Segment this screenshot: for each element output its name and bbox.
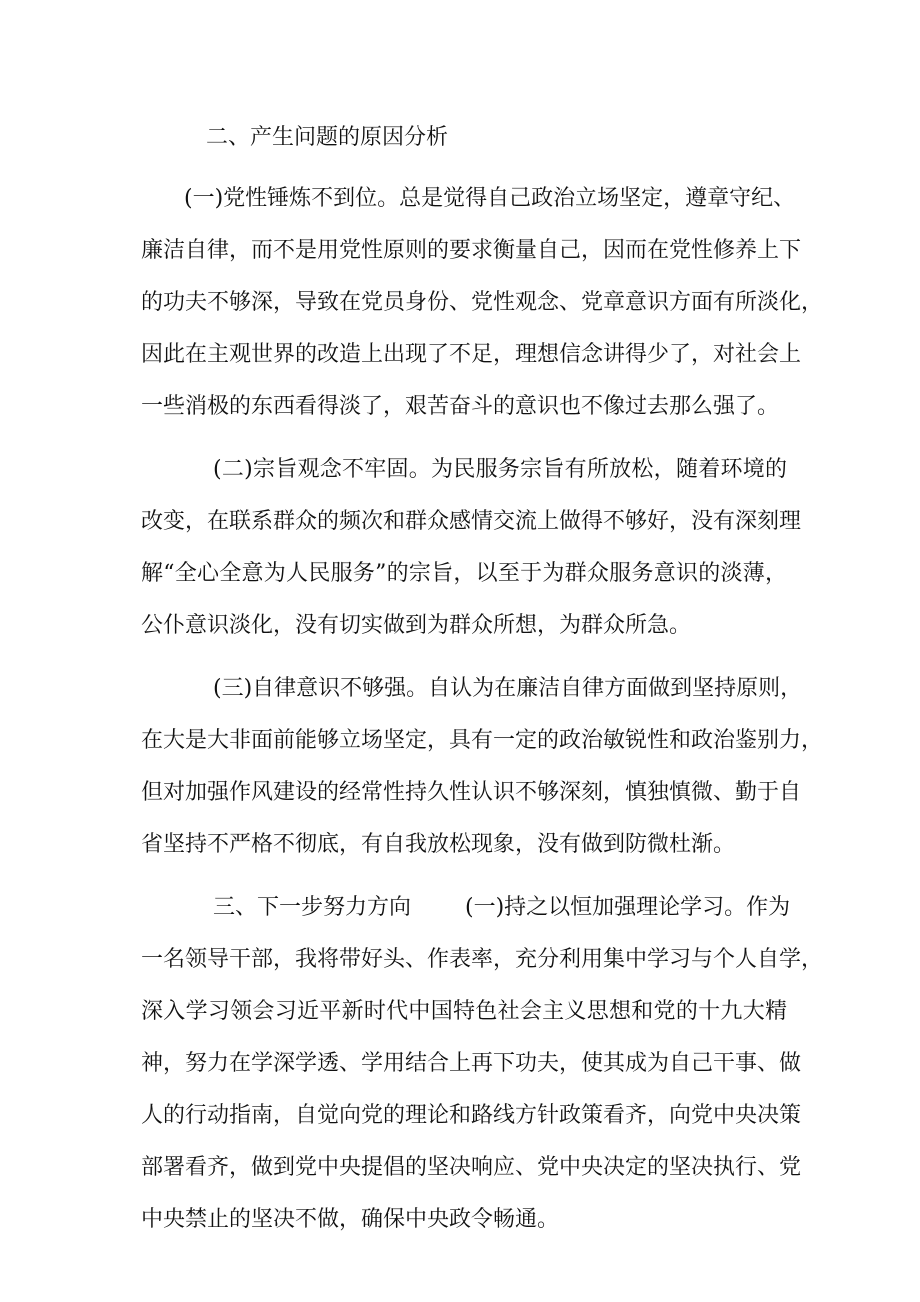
- paragraph-line: (一)党性锤炼不到位。总是觉得自己政治立场坚定，遵章守纪、: [184, 186, 796, 211]
- paragraph-line: 一些消极的东西看得淡了，艰苦奋斗的意识也不像过去那么强了。: [141, 394, 780, 419]
- paragraph-line: 中央禁止的坚决不做，确保中央政令畅通。: [141, 1207, 560, 1232]
- paragraph-line: 省坚持不严格不彻底，有自我放松现象，没有做到防微杜渐。: [141, 832, 736, 857]
- paragraph-line: (三)自律意识不够强。自认为在廉洁自律方面做到坚持原则，: [213, 676, 803, 701]
- paragraph-line: 人的行动指南，自觉向党的理论和路线方针政策看齐，向党中央决策: [141, 1103, 802, 1128]
- paragraph-line: 部署看齐，做到党中央提倡的坚决响应、党中央决定的坚决执行、党: [141, 1155, 802, 1180]
- paragraph-line: 一名领导干部，我将带好头、作表率，充分利用集中学习与个人自学，: [141, 947, 824, 972]
- paragraph-line: 改变，在联系群众的频次和群众感情交流上做得不够好，没有深刻理: [141, 509, 802, 534]
- paragraph-line: 的功夫不够深，导致在党员身份、党性观念、党章意识方面有所淡化，: [141, 290, 824, 315]
- section-three-heading: 三、下一步努力方向: [213, 895, 412, 920]
- paragraph-line: 廉洁自律，而不是用党性原则的要求衡量自己，因而在党性修养上下: [141, 238, 802, 263]
- paragraph-line: 在大是大非面前能够立场坚定，具有一定的政治敏锐性和政治鉴别力，: [141, 728, 824, 753]
- paragraph-line: 解“全心全意为人民服务”的宗旨，以至于为群众服务意识的淡薄，: [141, 561, 787, 586]
- paragraph-line: 但对加强作风建设的经常性持久性认识不够深刻，慎独慎微、勤于自: [141, 780, 802, 805]
- section-two-heading: 二、产生问题的原因分析: [206, 125, 449, 150]
- paragraph-line: (一)持之以恒加强理论学习。作为: [465, 895, 791, 920]
- paragraph-line: (二)宗旨观念不牢固。为民服务宗旨有所放松，随着环境的: [213, 457, 787, 482]
- paragraph-line: 深入学习领会习近平新时代中国特色社会主义思想和党的十九大精: [141, 999, 787, 1024]
- paragraph-line: 公仆意识淡化，没有切实做到为群众所想，为群众所急。: [141, 613, 692, 638]
- paragraph-line: 因此在主观世界的改造上出现了不足，理想信念讲得少了，对社会上: [141, 342, 802, 367]
- paragraph-line: 神，努力在学深学透、学用结合上再下功夫，使其成为自己干事、做: [141, 1051, 802, 1076]
